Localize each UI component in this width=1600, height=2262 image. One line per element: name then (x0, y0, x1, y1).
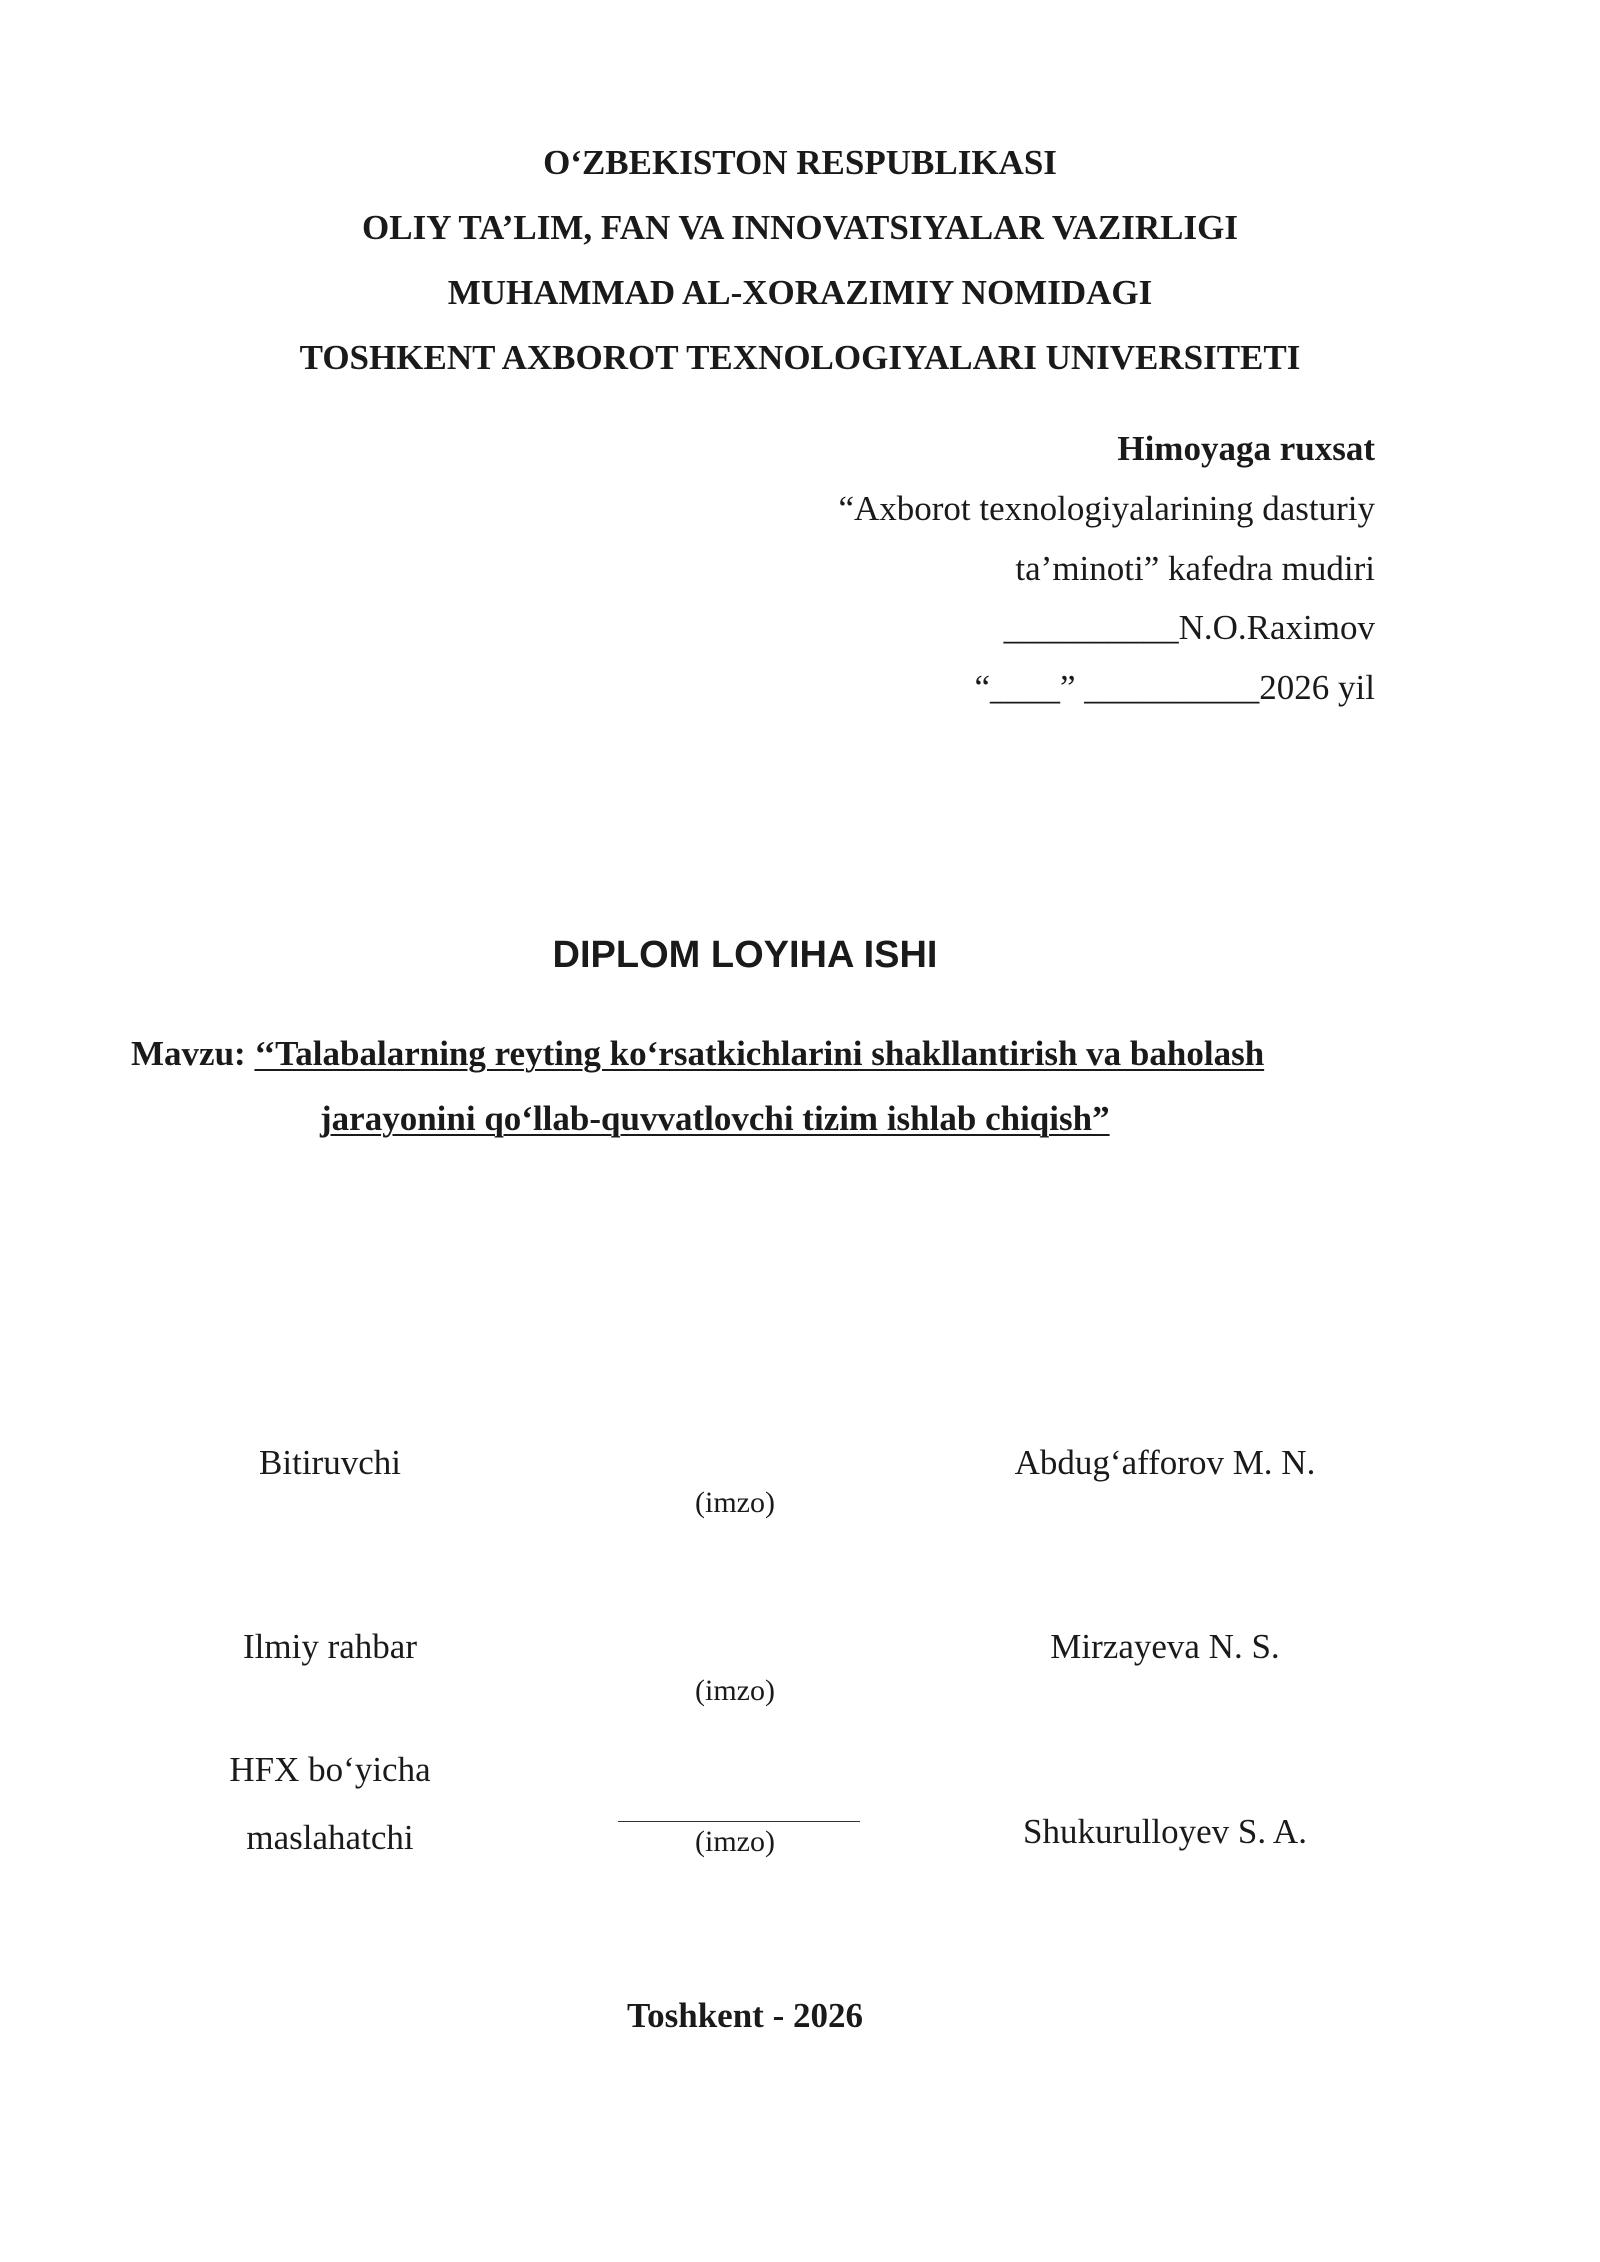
signature-imzo-graduate: (imzo) (695, 1486, 775, 1519)
signature-role-consultant-line1: HFX bo‘yicha (229, 1750, 431, 1789)
header-ministry: OLIY TA’LIM, FAN VA INNOVATSIYALAR VAZIRLIGI (362, 208, 1238, 247)
approval-head-signature: __________N.O.Raximov (1003, 608, 1375, 647)
signature-role-supervisor: Ilmiy rahbar (243, 1627, 417, 1666)
header-university: TOSHKENT AXBOROT TEXNOLOGIYALARI UNIVERSITETI (299, 338, 1301, 377)
header-university-prefix: MUHAMMAD AL-XORAZIMIY NOMIDAGI (447, 273, 1153, 312)
signature-role-consultant-line2: maslahatchi (246, 1818, 414, 1857)
topic-line2 (320, 1099, 1110, 1139)
approval-date-line: “____” __________2026 yil (974, 668, 1375, 707)
approval-department-line1: “Axborot texnologiyalarining dasturiy (838, 489, 1375, 528)
signature-imzo-consultant: (imzo) (695, 1825, 775, 1858)
topic-line1 (131, 1034, 1264, 1074)
signature-role-graduate: Bitiruvchi (259, 1443, 401, 1482)
topic-title-line2: jarayonini qo‘llab-quvvatlovchi tizim ishlab chiqish” (320, 1099, 1110, 1138)
topic-label: Mavzu: (131, 1034, 246, 1073)
topic-title-line1: ‘‘Talabalarning reyting ko‘rsatkichlarini shakllantirish va baholash (254, 1034, 1265, 1073)
signature-imzo-supervisor: (imzo) (695, 1674, 775, 1707)
footer-city-year: Toshkent - 2026 (627, 1996, 863, 2035)
approval-department-line2: ta’minoti” kafedra mudiri (1015, 549, 1375, 588)
signature-name-graduate: Abdug‘afforov M. N. (1014, 1443, 1316, 1482)
approval-heading: Himoyaga ruxsat (1117, 429, 1375, 468)
header-ministry-country: O‘ZBEKISTON RESPUBLIKASI (543, 143, 1057, 182)
signature-line (618, 1821, 860, 1822)
signature-name-consultant: Shukurulloyev S. A. (1023, 1812, 1307, 1851)
document-title: DIPLOM LOYIHA ISHI (552, 934, 938, 976)
signature-name-supervisor: Mirzayeva N. S. (1050, 1627, 1280, 1666)
